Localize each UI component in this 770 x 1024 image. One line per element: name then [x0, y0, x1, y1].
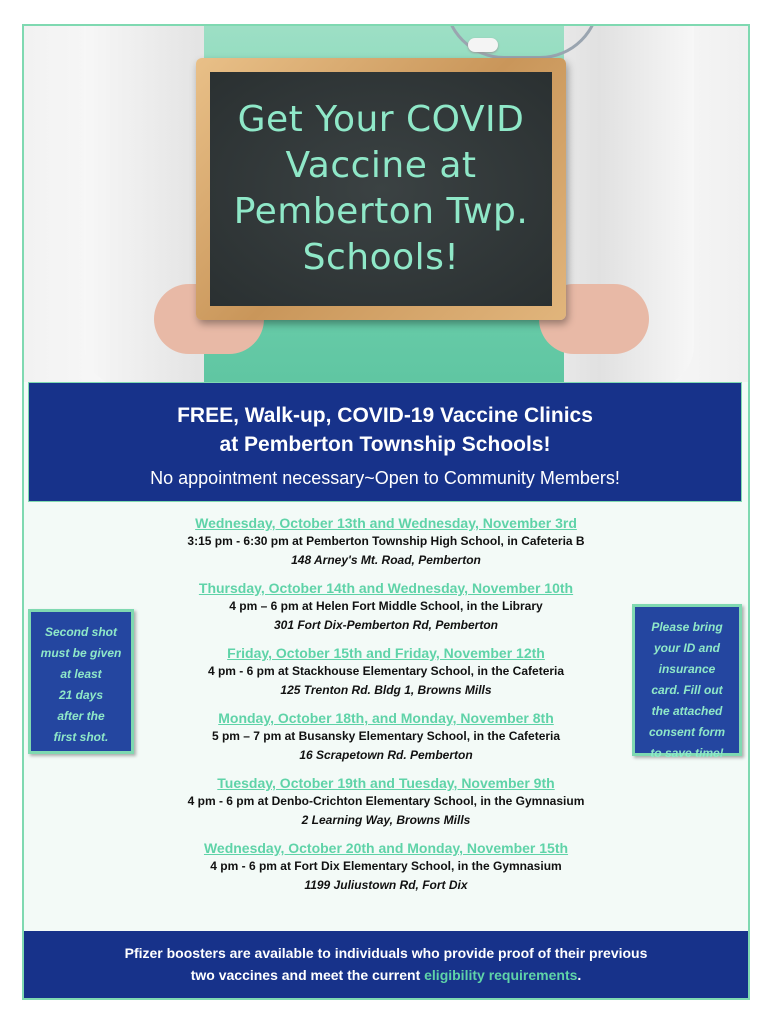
clinic-dates: Monday, October 18th, and Monday, November 8th	[218, 710, 554, 726]
hero-photo	[24, 26, 748, 382]
footer-line1: Pfizer boosters are available to individuals who provide proof of their previous	[124, 945, 648, 961]
bring-id-callout: Please bring your ID and insurance card. Fill out the attached consent form to save time!	[632, 604, 742, 756]
clinic-address: 125 Trenton Rd. Bldg 1, Browns Mills	[280, 683, 492, 697]
banner-title-line1: FREE, Walk-up, COVID-19 Vaccine Clinics	[177, 404, 593, 427]
clinic-address: 148 Arney's Mt. Road, Pemberton	[291, 553, 481, 567]
banner-subtitle: No appointment necessary~Open to Community Members!	[150, 468, 620, 488]
clinic-entry	[144, 839, 628, 895]
footer-line2-prefix: two vaccines and meet the current	[190, 967, 425, 983]
clinic-time-location: 4 pm - 6 pm at Fort Dix Elementary School, in the Gymnasium	[210, 859, 562, 873]
clinic-dates: Thursday, October 14th and Wednesday, November 10th	[198, 580, 574, 596]
eligibility-link[interactable]: eligibility requirements	[424, 967, 578, 983]
second-shot-callout: Second shot must be given at least 21 days after the first shot.	[28, 609, 134, 754]
clinic-dates: Wednesday, October 20th and Monday, November 15th	[203, 840, 569, 856]
clinic-time-location: 4 pm – 6 pm at Helen Fort Middle School, in the Library	[229, 599, 543, 613]
chalkboard-frame	[196, 58, 566, 320]
footer-banner	[24, 931, 748, 998]
clinic-time-location: 4 pm - 6 pm at Stackhouse Elementary School, in the Cafeteria	[207, 664, 565, 678]
flyer	[22, 24, 750, 1000]
stethoscope-tip	[468, 38, 498, 52]
clinic-dates: Wednesday, October 13th and Wednesday, November 3rd	[195, 515, 577, 531]
clinic-time-location: 4 pm - 6 pm at Denbo-Crichton Elementary School, in the Gymnasium	[187, 794, 585, 808]
clinic-entry	[144, 514, 628, 570]
clinic-dates: Friday, October 15th and Friday, November 12th	[227, 645, 545, 661]
header-banner	[28, 382, 742, 502]
clinic-time-location: 5 pm – 7 pm at Busansky Elementary School, in the Cafeteria	[211, 729, 561, 743]
clinic-entry	[144, 644, 628, 700]
chalkboard	[210, 72, 552, 306]
clinic-entry	[144, 709, 628, 765]
clinic-address: 16 Scrapetown Rd. Pemberton	[299, 748, 473, 762]
clinic-address: 1199 Juliustown Rd, Fort Dix	[304, 878, 468, 892]
clinic-entry	[144, 579, 628, 635]
clinic-address: 301 Fort Dix-Pemberton Rd, Pemberton	[273, 618, 499, 632]
footer-line2-suffix: .	[577, 967, 582, 983]
clinic-schedule	[144, 514, 628, 904]
banner-title-line2: at Pemberton Township Schools!	[219, 433, 551, 456]
clinic-address: 2 Learning Way, Browns Mills	[301, 813, 471, 827]
banner-title	[29, 401, 741, 459]
clinic-dates: Tuesday, October 19th and Tuesday, November 9th	[217, 775, 555, 791]
clinic-entry	[144, 774, 628, 830]
chalkboard-text: Get Your COVID Vaccine at Pemberton Twp. Schools!	[233, 99, 529, 278]
clinic-time-location: 3:15 pm - 6:30 pm at Pemberton Township High School, in Cafeteria B	[187, 534, 585, 548]
